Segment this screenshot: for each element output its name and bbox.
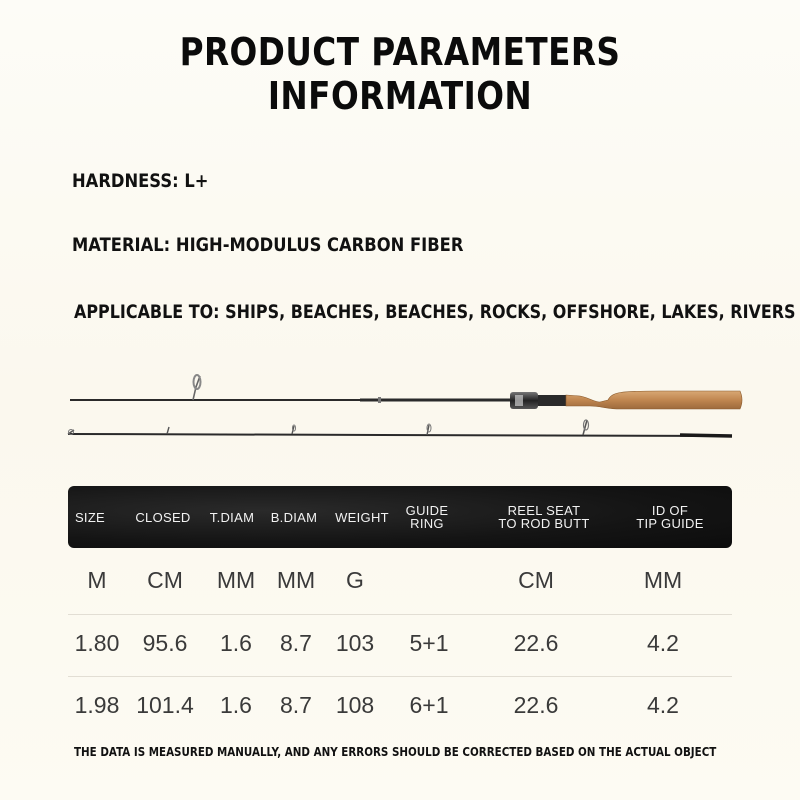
table-units-row [68,552,732,608]
header-closed: CLOSED [135,509,191,525]
cell-reel-seat: 22.6 [513,629,559,656]
cell-tip-guide: 4.2 [647,691,679,718]
header-b-diam: B.DIAM [270,509,318,525]
rod-butt-section [70,375,742,409]
spec-material: MATERIAL: HIGH-MODULUS CARBON FIBER [72,234,464,256]
footnote: THE DATA IS MEASURED MANUALLY, AND ANY ERRORS SHOULD BE CORRECTED BASED ON THE ACTUAL OBJECT [74,745,717,759]
header-size: SIZE [74,509,106,525]
unit-reel-seat: CM [518,566,554,593]
header-guide-ring: GUIDE RING [405,503,449,531]
cell-size: 1.98 [74,691,120,718]
cell-t-diam: 1.6 [220,629,252,656]
cell-guide-ring: 5+1 [409,629,449,656]
cell-b-diam: 8.7 [280,629,312,656]
cell-weight: 108 [335,691,375,718]
table-row [68,676,732,732]
unit-t-diam: MM [216,566,256,593]
spec-applicable: APPLICABLE TO: SHIPS, BEACHES, BEACHES, ROCKS, OFFSHORE, LAKES, RIVERS [74,301,796,323]
cell-guide-ring: 6+1 [409,691,449,718]
rod-tip-section [68,420,732,436]
header-weight: WEIGHT [335,509,389,525]
fishing-rod-image [60,362,750,452]
table-row [68,614,732,670]
cell-weight: 103 [335,629,375,656]
cell-reel-seat: 22.6 [513,691,559,718]
header-tip-guide: ID OF TIP GUIDE [636,503,704,531]
header-t-diam: T.DIAM [209,509,255,525]
cell-tip-guide: 4.2 [647,629,679,656]
page-title: PRODUCT PARAMETERS INFORMATION [179,30,621,118]
cell-closed: 101.4 [136,691,194,718]
cell-t-diam: 1.6 [220,691,252,718]
table-header [68,486,732,548]
spec-hardness: HARDNESS: L+ [72,170,209,192]
cell-closed: 95.6 [142,629,188,656]
header-reel-seat: REEL SEAT TO ROD BUTT [498,503,590,531]
unit-guide-ring [398,552,460,608]
unit-closed: CM [147,566,183,593]
unit-tip-guide: MM [643,566,683,593]
unit-weight: G [346,566,364,593]
unit-b-diam: MM [276,566,316,593]
cell-b-diam: 8.7 [280,691,312,718]
unit-size: M [87,566,107,593]
cell-size: 1.80 [74,629,120,656]
